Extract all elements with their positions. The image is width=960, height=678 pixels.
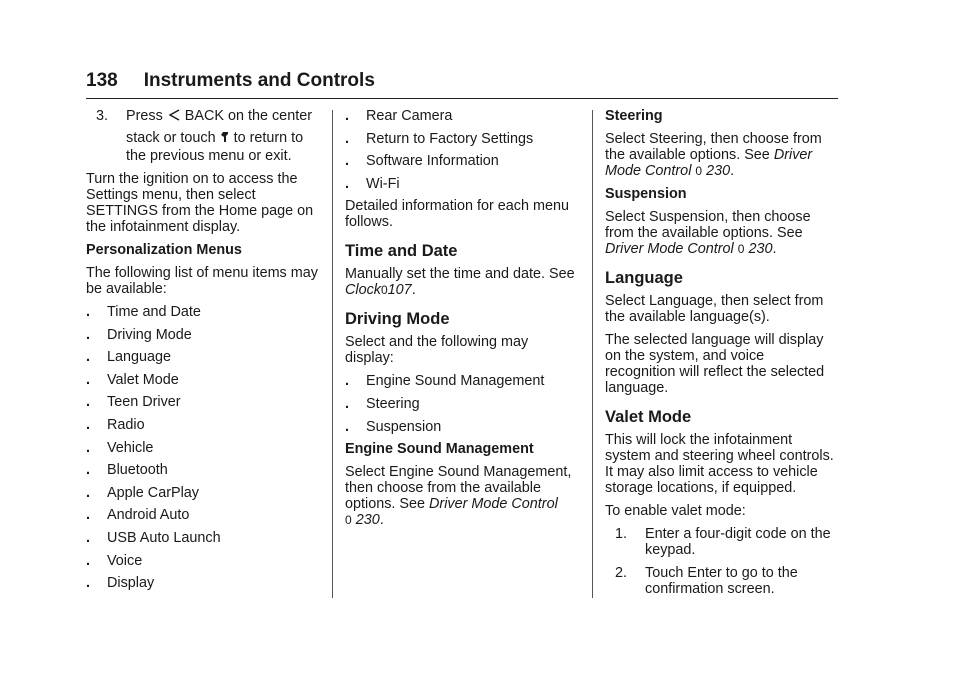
driver-mode-reference[interactable]: Driver Mode Control: [429, 496, 558, 513]
step-text: Enter a four-digit code on the keypad.: [645, 526, 831, 558]
list-item: [86, 304, 318, 320]
driving-mode-list: [345, 373, 577, 434]
menu-item-list: [345, 108, 577, 192]
valet-step: [605, 526, 837, 558]
bullet-icon: .: [86, 552, 90, 569]
list-item: [345, 153, 577, 169]
page-header: [86, 70, 838, 99]
valet-mode-heading: Valet Mode: [605, 408, 692, 426]
list-item: [86, 575, 318, 591]
step-number: 2.: [615, 565, 628, 581]
page-reference[interactable]: 230: [748, 241, 773, 257]
list-item: [86, 507, 318, 523]
language-paragraph: The selected language will display on the system, and voice recognition will reflect the selected language.: [605, 332, 825, 396]
driver-mode-reference[interactable]: Driver Mode Control: [605, 241, 734, 257]
driver-mode-reference[interactable]: Driver: [773, 147, 813, 163]
touch-back-icon: [220, 131, 230, 143]
step-number: 1.: [615, 526, 628, 542]
list-item-label: Rear Camera: [366, 108, 453, 124]
bullet-icon: .: [86, 416, 90, 433]
page-number: 138: [86, 70, 118, 91]
suspension-paragraph: Select Suspension, then choose from the available options. See Driver Mode Control 0 230.: [605, 209, 811, 257]
page-reference[interactable]: 230: [706, 163, 731, 179]
list-item-label: Voice: [107, 552, 143, 569]
list-item: [345, 396, 577, 412]
list-item-label: Suspension: [366, 418, 442, 435]
bullet-icon: .: [345, 418, 349, 435]
bullet-icon: .: [86, 326, 90, 343]
list-item: [86, 394, 318, 410]
valet-paragraph: This will lock the infotainment system and steering wheel controls. It may also limit access to vehicle storage locations, if equipped.: [605, 432, 834, 496]
column-divider: [592, 110, 593, 598]
personalization-heading: Personalization Menus: [86, 242, 242, 258]
page-ref-icon: 0: [345, 513, 352, 528]
list-item-label: Valet Mode: [107, 371, 179, 388]
list-item-label: Engine Sound Management: [366, 373, 545, 390]
page-reference[interactable]: 107: [387, 282, 412, 299]
bullet-icon: .: [345, 395, 349, 412]
bullet-icon: .: [86, 349, 90, 366]
list-item-label: Radio: [107, 416, 145, 433]
list-item-label: Android Auto: [107, 507, 190, 524]
step-text: Touch Enter to go to the confirmation screen.: [645, 565, 798, 597]
bullet-icon: .: [86, 507, 90, 524]
detail-paragraph: Detailed information for each menu follows.: [345, 198, 569, 231]
list-item-label: Language: [107, 349, 172, 366]
list-item-label: Software Information: [366, 153, 499, 170]
list-item: [86, 485, 318, 501]
step-3: [86, 108, 318, 164]
list-item-label: Teen Driver: [107, 394, 181, 411]
list-item: [86, 372, 318, 388]
column-middle: [345, 108, 577, 535]
language-heading: Language: [605, 269, 683, 287]
column-divider: [332, 110, 333, 598]
bullet-icon: .: [86, 304, 90, 320]
list-item-label: Apple CarPlay: [107, 484, 199, 501]
column-left: [86, 108, 318, 598]
bullet-icon: .: [86, 394, 90, 411]
back-arrow-icon: [167, 109, 181, 121]
step-text: to return to: [233, 130, 304, 146]
list-item-label: Steering: [366, 395, 420, 412]
esm-paragraph: Select Engine Sound Management, then choose from the available options. See Driver Mode Control 0 230.: [345, 464, 572, 529]
list-item: [345, 131, 577, 147]
list-item: [345, 108, 577, 124]
time-date-heading: Time and Date: [345, 242, 458, 261]
esm-heading: Engine Sound Management: [345, 441, 534, 458]
list-item: [86, 349, 318, 365]
bullet-icon: .: [345, 130, 349, 147]
valet-step: [605, 565, 837, 597]
language-paragraph: Select Language, then select from the available language(s).: [605, 293, 824, 325]
list-item: [86, 417, 318, 433]
menu-item-list: [86, 304, 318, 591]
page-ref-icon: 0: [380, 283, 388, 298]
time-date-paragraph: Manually set the time and date. See Clock0107.: [345, 266, 575, 299]
page-ref-icon: 0: [695, 164, 703, 178]
step-number: 3.: [96, 108, 109, 124]
bullet-icon: .: [345, 153, 349, 170]
list-item: [86, 462, 318, 478]
page-reference[interactable]: 230: [355, 512, 380, 529]
steering-heading: Steering: [605, 108, 663, 124]
list-item-label: USB Auto Launch: [107, 529, 221, 546]
valet-enable: To enable valet mode:: [605, 503, 746, 519]
bullet-icon: .: [86, 575, 90, 592]
list-item: [345, 419, 577, 435]
intro-paragraph: Turn the ignition on to access the Settings menu, then select SETTINGS from the Home page on the infotainment display.: [86, 171, 314, 235]
step-text: Press: [126, 108, 163, 124]
list-item-label: Vehicle: [107, 439, 154, 456]
valet-steps: [605, 526, 837, 597]
step-text: BACK on the center: [184, 108, 312, 124]
list-item: [86, 530, 318, 546]
bullet-icon: .: [86, 439, 90, 456]
list-item: [86, 327, 318, 343]
list-item: [86, 440, 318, 456]
column-right: [605, 108, 837, 604]
bullet-icon: .: [86, 371, 90, 388]
bullet-icon: .: [86, 462, 90, 479]
list-intro: The following list of menu items may be available:: [86, 265, 318, 297]
list-item: [345, 373, 577, 389]
list-item: [345, 176, 577, 192]
steering-paragraph: Select Steering, then choose from the available options. See Driver Mode Control 0 230.: [605, 131, 822, 179]
step-text: stack or touch: [126, 130, 216, 146]
list-item-label: Return to Factory Settings: [366, 130, 534, 147]
bullet-icon: .: [345, 373, 349, 390]
list-item-label: Time and Date: [107, 304, 201, 320]
driving-mode-heading: Driving Mode: [345, 310, 450, 329]
clock-reference[interactable]: Clock: [345, 282, 381, 299]
suspension-heading: Suspension: [605, 186, 687, 202]
list-item-label: Driving Mode: [107, 326, 192, 343]
list-item-label: Bluetooth: [107, 462, 168, 479]
bullet-icon: .: [345, 175, 349, 192]
page-ref-icon: 0: [737, 242, 745, 256]
section-title: Instruments and Controls: [143, 70, 375, 91]
bullet-icon: .: [86, 484, 90, 501]
bullet-icon: .: [345, 108, 349, 124]
driving-mode-paragraph: Select and the following may display:: [345, 334, 529, 367]
list-item-label: Wi-Fi: [366, 175, 400, 192]
step-text: the previous menu or exit.: [126, 148, 292, 164]
bullet-icon: .: [86, 529, 90, 546]
list-item: [86, 553, 318, 569]
driver-mode-reference[interactable]: Mode Control: [605, 163, 692, 179]
list-item-label: Display: [107, 575, 155, 592]
